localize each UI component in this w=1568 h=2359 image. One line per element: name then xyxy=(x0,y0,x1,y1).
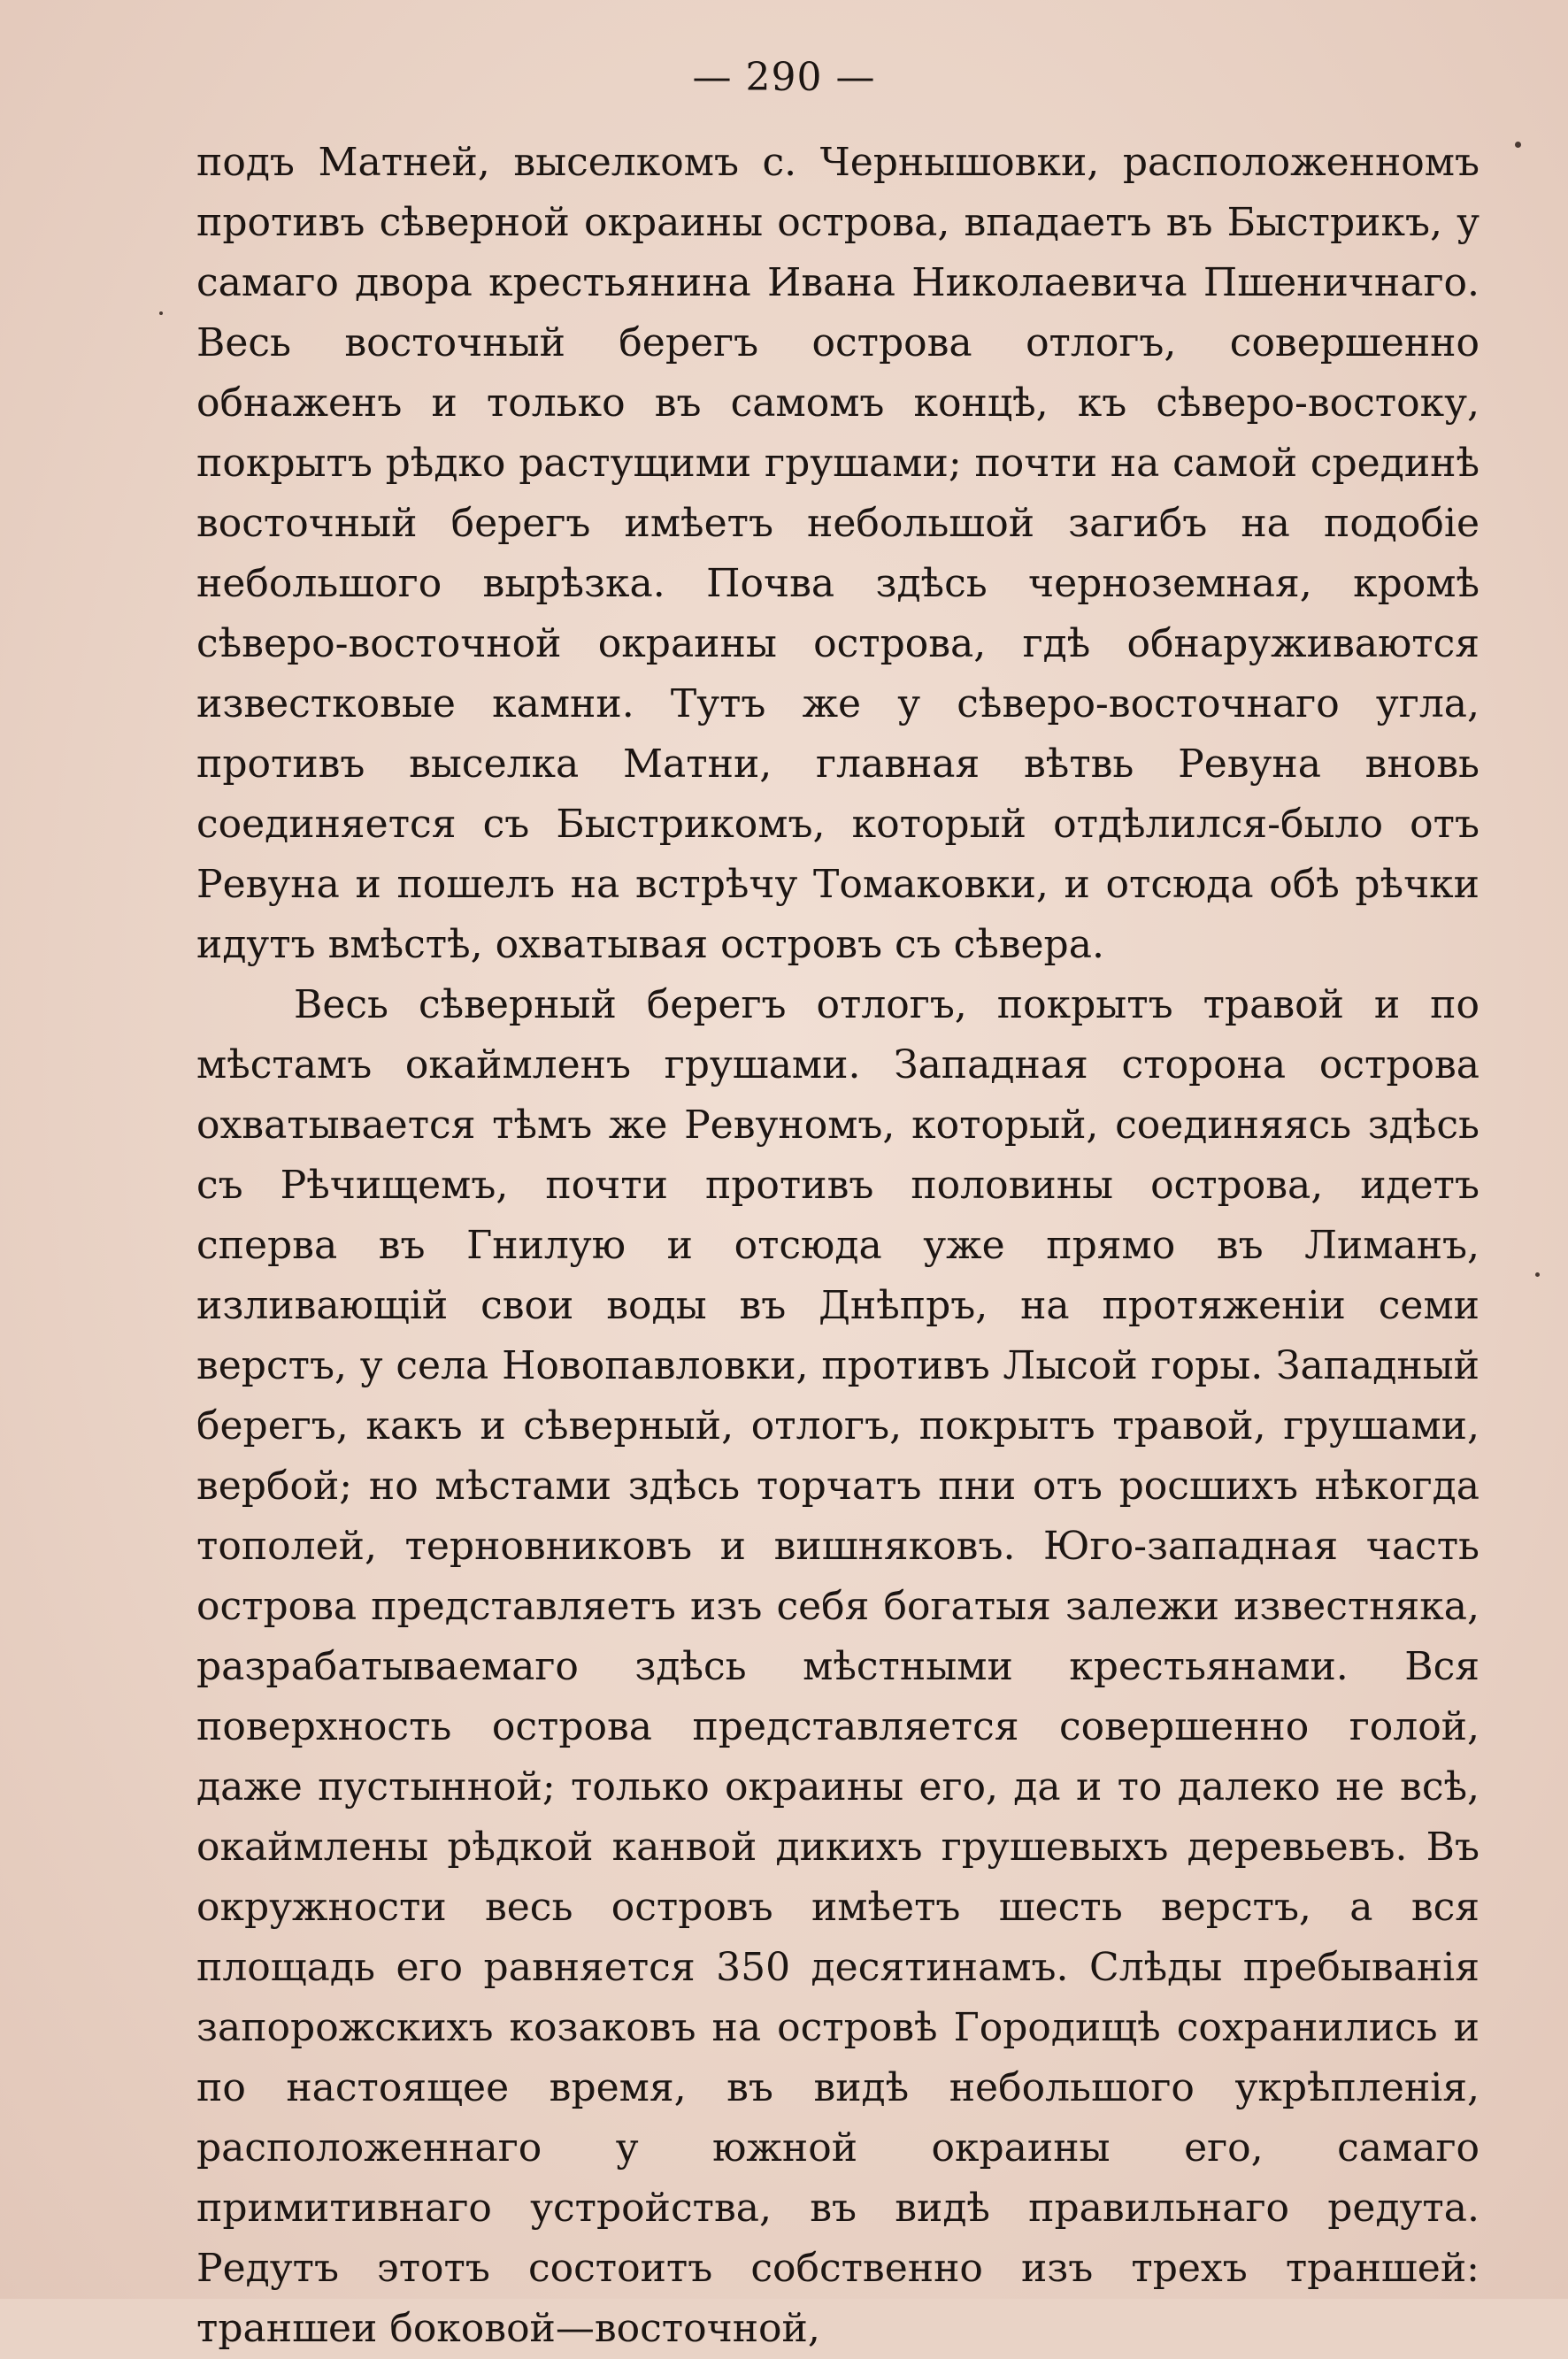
ink-speck xyxy=(159,311,163,315)
ink-speck xyxy=(1535,1272,1540,1277)
paragraph-2: Весь сѣверный берегъ отлогъ, покрытъ травой и по мѣстамъ окаймленъ грушами. Западная сторона острова охватывается тѣмъ же Ревуномъ, который, соединяясь здѣсь съ Рѣчищемъ, почти противъ половины острова, идетъ сперва въ Гнилую и отсюда уже прямо въ Лиманъ, изливающій свои воды въ Днѣпръ, на протяженіи семи верстъ, у села Новопавловки, противъ Лысой горы. Западный берегъ, какъ и сѣверный, отлогъ, покрытъ травой, грушами, вербой; но мѣстами здѣсь торчатъ пни отъ росшихъ нѣкогда тополей, терновниковъ и вишняковъ. Юго-западная часть острова представляетъ изъ себя богатыя залежи известняка, разрабатываемаго здѣсь мѣстными крестьянами. Вся поверхность острова представляется совершенно голой, даже пустынной; только окраины его, да и то далеко не всѣ, окаймлены рѣдкой канвой дикихъ грушевыхъ деревьевъ. Въ окружности весь островъ имѣетъ шесть верстъ, а вся площадь его равняется 350 десятинамъ. Слѣды пребыванія запорожскихъ козаковъ на островѣ Городищѣ сохранились и по настоящее время, въ видѣ небольшого укрѣпленія, расположеннаго у южной окраины его, самаго примитивнаго устройства, въ видѣ правильнаго редута. Редутъ этотъ состоитъ собственно изъ трехъ траншей: траншеи боковой—восточной, xyxy=(196,982,1480,2351)
paragraph-1: подъ Матней, выселкомъ с. Чернышовки, расположенномъ противъ сѣверной окраины острова, впадаетъ въ Быстрикъ, у самаго двора крестьянина Ивана Николаевича Пшеничнаго. Весь восточный берегъ острова отлогъ, совершенно обнаженъ и только въ самомъ концѣ, къ сѣверо-востоку, покрытъ рѣдко растущими грушами; почти на самой срединѣ восточный берегъ имѣетъ небольшой загибъ на подобіе небольшого вырѣзка. Почва здѣсь черноземная, кромѣ сѣверо-восточной окраины острова, гдѣ обнаруживаются известковые камни. Тутъ же у сѣверо-восточнаго угла, противъ выселка Матни, главная вѣтвь Ревуна вновь соединяется съ Быстрикомъ, который отдѣлился-было отъ Ревуна и пошелъ на встрѣчу Томаковки, и отсюда обѣ рѣчки идутъ вмѣстѣ, охватывая островъ съ сѣвера. xyxy=(196,140,1480,967)
page-number: — 290 — xyxy=(692,55,876,100)
ink-speck xyxy=(1515,142,1521,148)
body-text xyxy=(196,133,1480,2359)
